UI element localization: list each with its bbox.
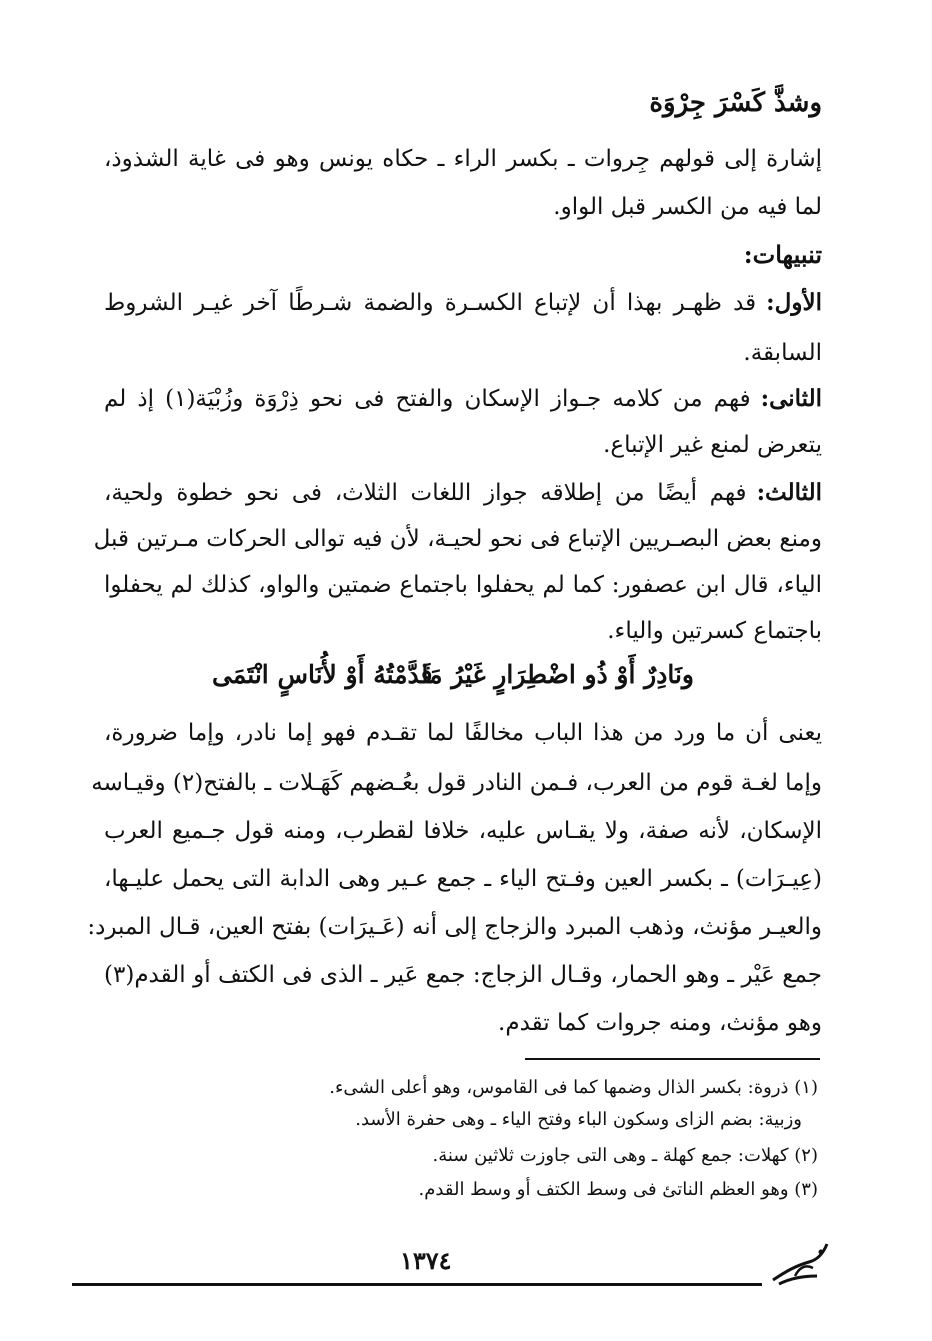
- footnote: (٣) وهو العظم الناتئ فى وسط الكتف أو وسط القدم.: [418, 1179, 818, 1200]
- verse-right-hemistich: ونَادِرٌ أَوْ ذُو اضْطِرَارٍ غَيْرُ مَا: [421, 660, 694, 689]
- text-line: وإما لغـة قوم من العرب، فـمن النادر قول بعُـضهم كَهَـلات ـ بالفتح(٢) وقيـاسه: [91, 770, 822, 796]
- note-second-label: الثانى:: [760, 385, 822, 412]
- note-third-line: [104, 478, 822, 508]
- page-number: ١٣٧٤: [400, 1246, 452, 1275]
- footnote: وزبية: بضم الزاى وسكون الباء وفتح الياء ـ وهى حفرة الأسد.: [355, 1109, 802, 1130]
- ornament-mark-icon: [765, 1232, 835, 1292]
- verse-left-hemistich: قَدَّمْتُهُ أَوْ لأُنَاسٍ انْتَمَى: [212, 660, 433, 689]
- note-third-text: فهم أيضًا من إطلاقه جواز اللغات الثلاث، فى نحو خطوة ولحية،: [104, 480, 747, 506]
- text-line: والعيـر مؤنث، وذهب المبرد والزجاج إلى أنه (عَـيرَات) بفتح العين، قـال المبرد:: [87, 914, 822, 940]
- text-line: جمع عَيْر ـ وهو الحمار، وقـال الزجاج: جمع عَير ـ الذى فى الكتف أو القدم(٣): [104, 962, 822, 988]
- bottom-rule: [72, 1283, 762, 1286]
- text-line: السابقة.: [743, 340, 822, 366]
- text-line: يعنى أن ما ورد من هذا الباب مخالفًا لما تقـدم فهو إما نادر، وإما ضرورة،: [104, 720, 822, 746]
- notes-title: تنبيهات:: [743, 240, 822, 269]
- text-line: (عِيـرَات) ـ بكسر العين وفـتح الياء ـ جمع عـير وهى الدابة التى يحمل عليـها،: [104, 866, 822, 892]
- note-first-line: [104, 288, 822, 318]
- footnote: (١) ذروة: بكسر الذال وضمها كما فى القاموس، وهو أعلى الشىء.: [329, 1077, 818, 1098]
- footnote-separator: [525, 1058, 820, 1060]
- text-line: باجتماع كسرتين والياء.: [607, 618, 822, 644]
- note-first-text: قد ظهـر بهذا أن لإتباع الكسـرة والضمة شـرطًا آخر غيـر الشروط: [104, 290, 757, 316]
- text-line: إشارة إلى قولهم جِروات ـ بكسر الراء ـ حكاه يونس وهو فى غاية الشذوذ،: [104, 146, 822, 172]
- text-line: ومنع بعض البصـريين الإتباع فى نحو لحيـة، لأن فيه توالى الحركات مـرتين قبل: [93, 526, 822, 552]
- note-third-label: الثالث:: [756, 479, 822, 506]
- note-second-line: [104, 384, 822, 414]
- note-second-text: فهم من كلامه جـواز الإسكان والفتح فى نحو ذِرْوَة وزُبْيَة(١) إذ لم: [104, 386, 751, 412]
- text-line: الإسكان، لأنه صفة، ولا يقـاس عليه، خلافا لقطرب، ومنه قول جـميع العرب: [104, 818, 822, 844]
- text-line: وهو مؤنث، ومنه جروات كما تقدم.: [498, 1010, 822, 1036]
- text-line: لما فيه من الكسر قبل الواو.: [553, 194, 822, 220]
- text-line: الياء، قال ابن عصفور: كما لم يحفلوا باجتماع ضمتين والواو، كذلك لم يحفلوا: [104, 572, 822, 598]
- note-first-label: الأول:: [766, 289, 822, 316]
- text-line: يتعرض لمنع غير الإتباع.: [603, 432, 822, 458]
- footnote: (٢) كهلات: جمع كهلة ـ وهى التى جاوزت ثلاثين سنة.: [432, 1145, 818, 1166]
- section-heading: وشذَّ كَسْرَ جِرْوَة: [649, 88, 822, 118]
